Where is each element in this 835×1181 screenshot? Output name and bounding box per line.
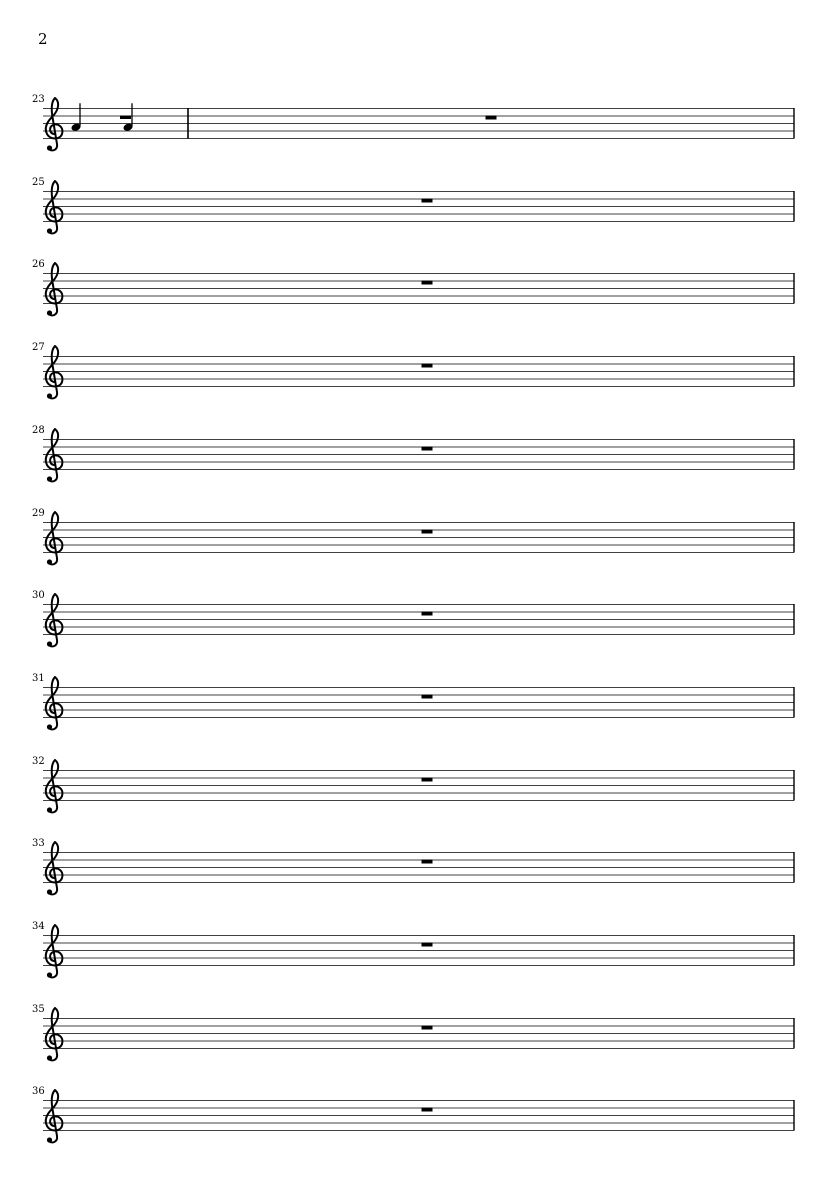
measure-number: 26: [32, 259, 45, 270]
treble-clef-icon: [46, 181, 63, 234]
staff-system: [0, 1004, 835, 1078]
treble-clef-icon: [46, 842, 63, 895]
staff: [0, 439, 835, 499]
treble-clef-icon: [46, 594, 63, 647]
treble-clef-icon: [46, 263, 63, 316]
page-number: 2: [38, 30, 48, 48]
staff: [0, 522, 835, 582]
quarter-note-icon: [71, 103, 82, 132]
treble-clef-icon: [46, 512, 63, 565]
whole-rest-icon: [422, 199, 433, 203]
staff: [0, 935, 835, 995]
whole-rest-icon: [422, 943, 433, 947]
whole-rest-icon: [422, 1108, 433, 1112]
staff-system: [0, 1086, 835, 1160]
measure-number: 35: [32, 1004, 45, 1015]
treble-clef-icon: [46, 346, 63, 399]
staff-system: [0, 590, 835, 664]
staff: [0, 1100, 835, 1160]
treble-clef-icon: [46, 98, 63, 151]
measure-number: 32: [32, 756, 45, 767]
staff: [0, 108, 835, 168]
staff: [0, 356, 835, 416]
staff-system: [0, 921, 835, 995]
treble-clef-icon: [46, 760, 63, 813]
whole-rest-icon: [422, 447, 433, 451]
measure-number: 36: [32, 1086, 45, 1097]
whole-rest-icon: [422, 530, 433, 534]
treble-clef-icon: [46, 429, 63, 482]
staff: [0, 1018, 835, 1078]
treble-clef-icon: [46, 1008, 63, 1061]
staff: [0, 191, 835, 251]
measure-number: 28: [32, 425, 45, 436]
measure-number: 27: [32, 342, 45, 353]
measure-number: 33: [32, 838, 45, 849]
whole-rest-icon: [422, 778, 433, 782]
staff-system: [0, 756, 835, 830]
staff: [0, 770, 835, 830]
staff-system: [0, 425, 835, 499]
treble-clef-icon: [46, 677, 63, 730]
staff-system: [0, 259, 835, 333]
whole-rest-icon: [422, 364, 433, 368]
staff: [0, 687, 835, 747]
staff-system: [0, 177, 835, 251]
staff-system: [0, 94, 835, 168]
staff: [0, 604, 835, 664]
whole-rest-icon: [422, 860, 433, 864]
staff-system: [0, 508, 835, 582]
measure-number: 31: [32, 673, 45, 684]
treble-clef-icon: [46, 925, 63, 978]
whole-rest-icon: [422, 1026, 433, 1030]
treble-clef-icon: [46, 1090, 63, 1143]
staff-system: [0, 342, 835, 416]
staff-system: [0, 673, 835, 747]
measure-number: 25: [32, 177, 45, 188]
staff: [0, 273, 835, 333]
whole-rest-icon: [120, 116, 131, 120]
whole-rest-icon: [422, 612, 433, 616]
whole-rest-icon: [422, 695, 433, 699]
whole-rest-icon: [422, 281, 433, 285]
measure-number: 23: [32, 94, 45, 105]
measure-number: 30: [32, 590, 45, 601]
measure-number: 34: [32, 921, 45, 932]
staff-system: [0, 838, 835, 912]
measure-number: 29: [32, 508, 45, 519]
whole-rest-icon: [486, 116, 497, 120]
staff: [0, 852, 835, 912]
